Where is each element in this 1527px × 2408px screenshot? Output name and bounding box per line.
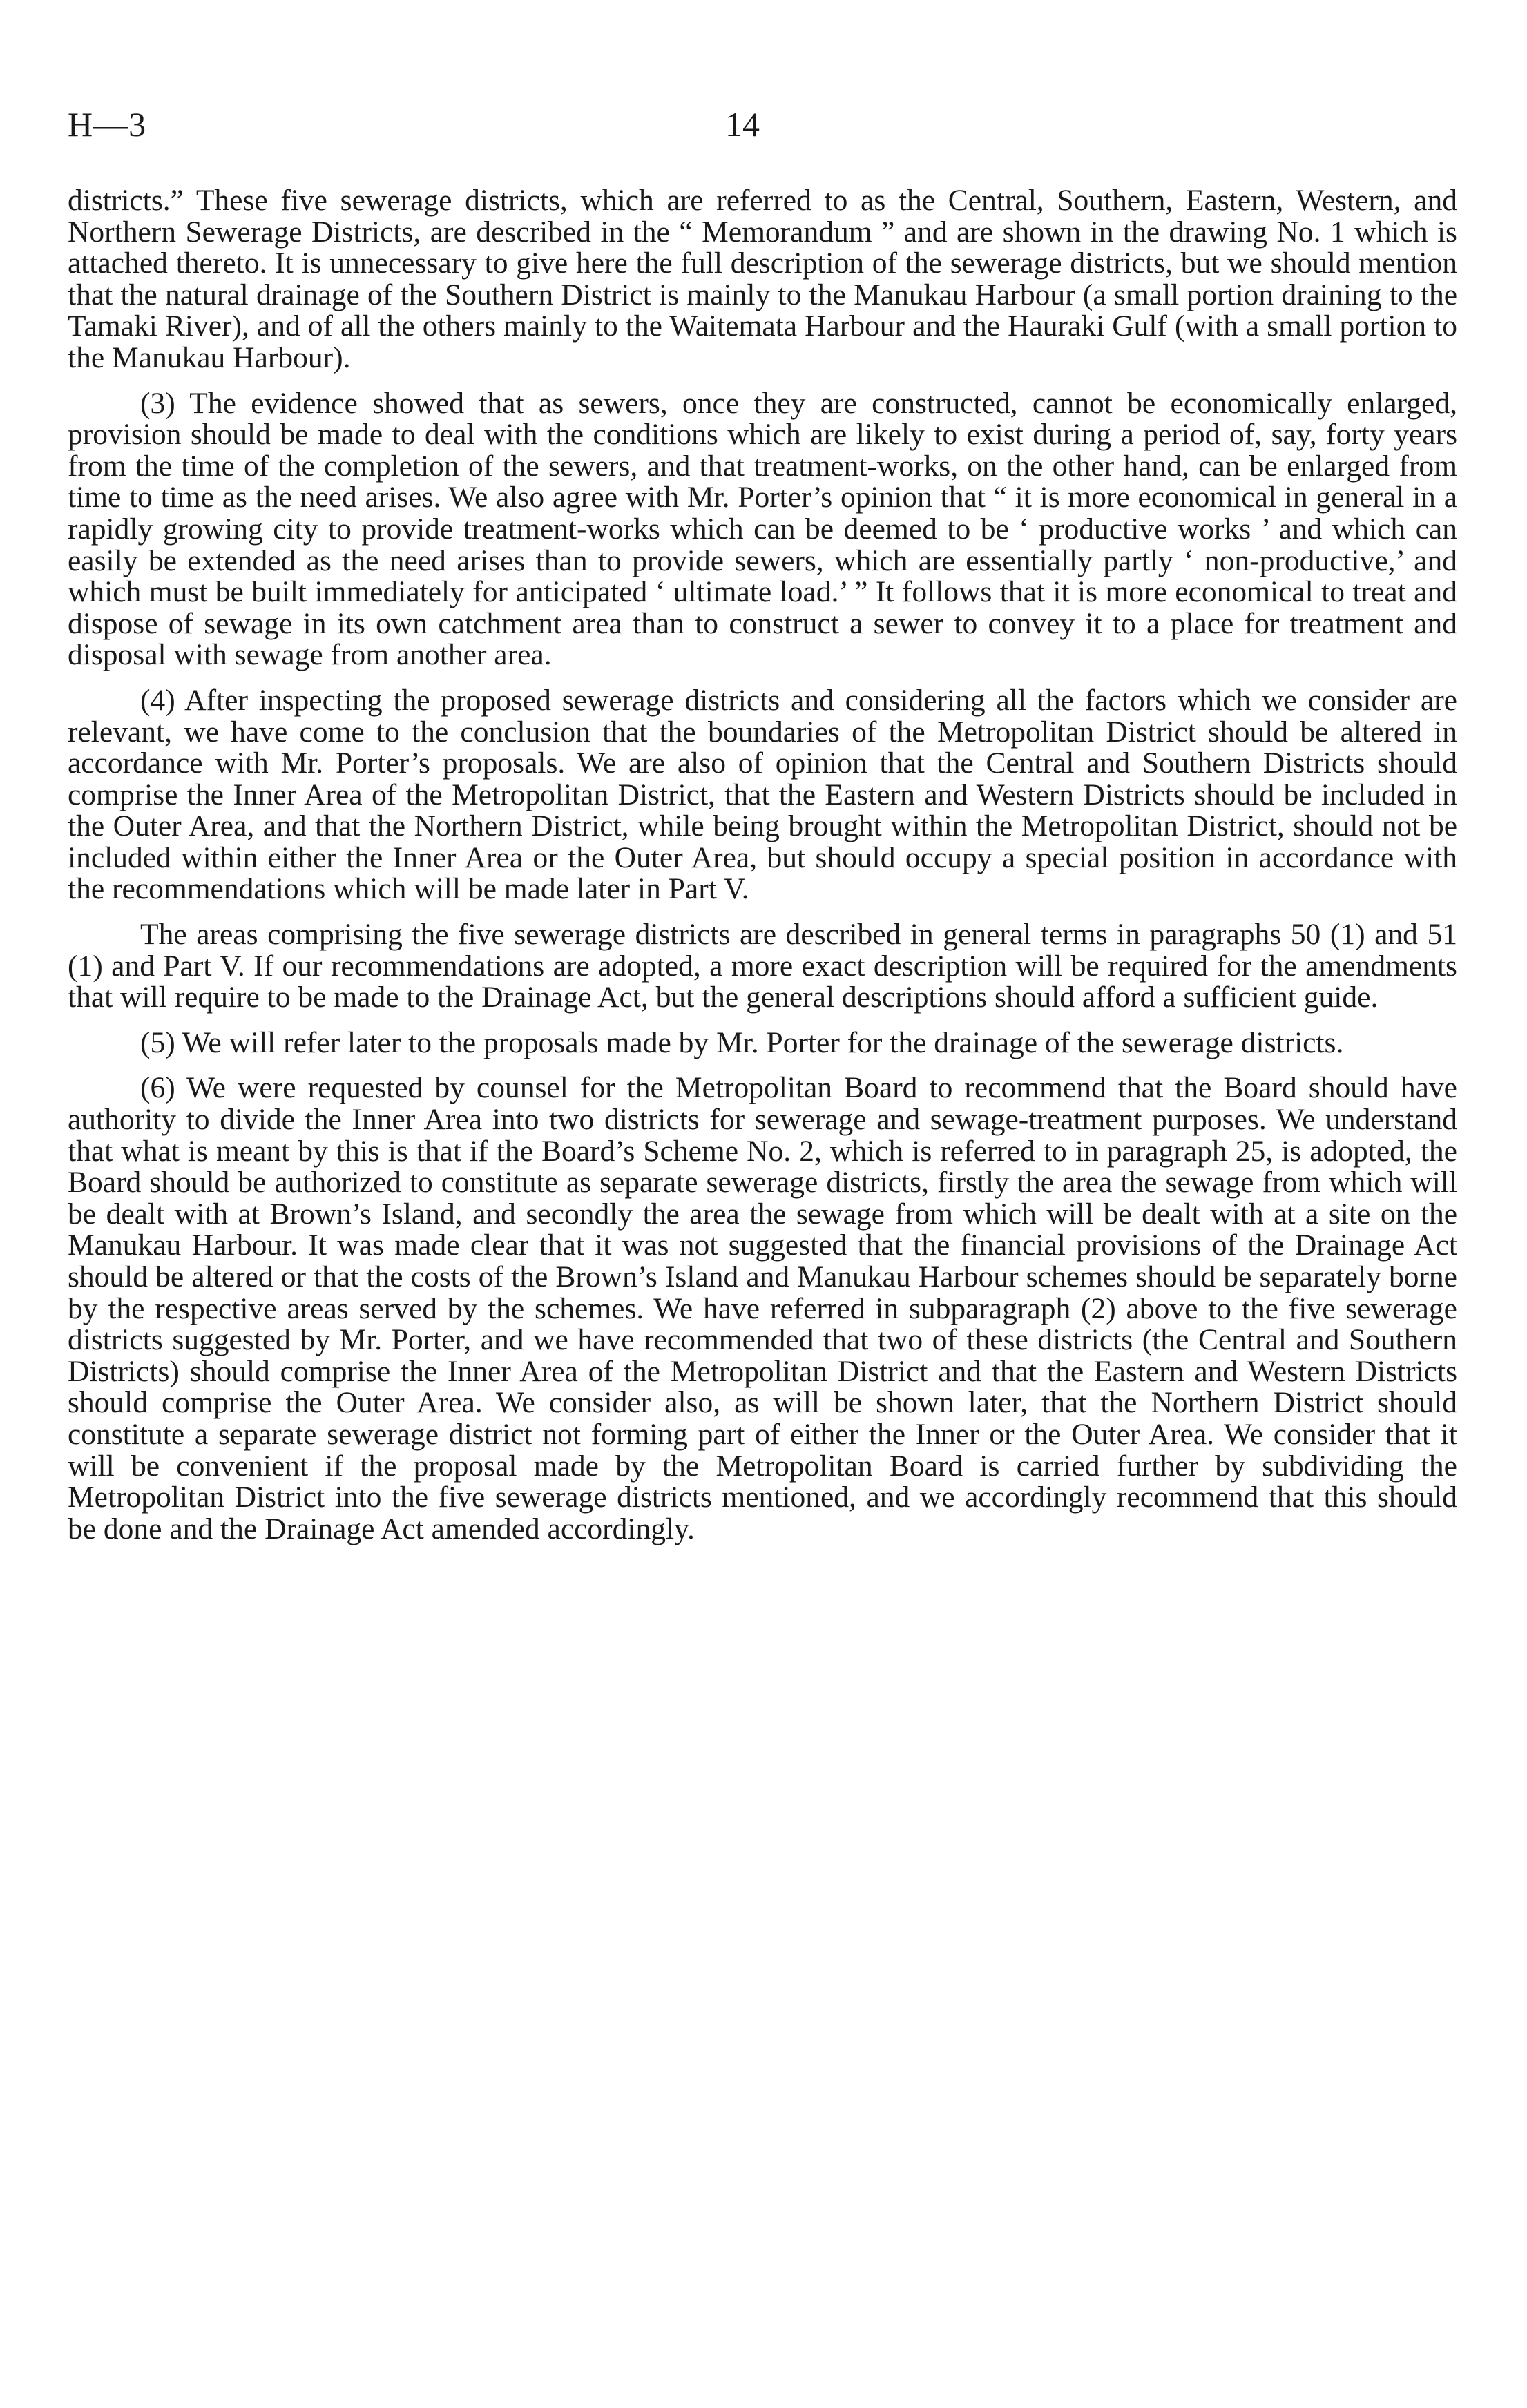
document-reference: H—3 [68,105,147,144]
paragraph-5: (5) We will refer later to the proposals made by Mr. Porter for the drainage of the sewerage districts. [140,1025,1344,1059]
page-number: 14 [725,105,760,144]
paragraph-4-continued: The areas comprising the five sewerage districts are described in general terms in paragraphs 50 (1) and 51 (1) and Part V. If our recommendations are adopted, a more exact description will be required for the amendments that will require to be made to the Drainage Act, but the general descriptions should afford a sufficient guide. [68,918,1457,1014]
paragraph-6: (6) We were requested by counsel for the Metropolitan Board to recommend that the Board should have authority to divide the Inner Area into two districts for sewerage and sewage-treatment purposes. We understand that what is meant by this is that if the Board’s Scheme No. 2, which is referred to in paragraph 25, is adopted, the Board should be authorized to constitute as separate sewerage districts, firstly the area the sewage from which will be dealt with at Brown’s Island, and secondly the area the sewage from which will be dealt with at a site on the Manukau Harbour. It was made clear that it was not suggested that the financial provisions of the Drainage Act should be altered or that the costs of the Brown’s Island and Manukau Harbour schemes should be separately borne by the respective areas served by the schemes. We have referred in subparagraph (2) above to the five sewerage districts suggested by Mr. Porter, and we have recommended that two of these districts (the Central and Southern Districts) should comprise the Inner Area of the Metropolitan District and that the Eastern and Western Districts should comprise the Outer Area. We consider also, as will be shown later, that the Northern District should constitute a separate sewerage district not forming part of either the Inner or the Outer Area. We consider that it will be convenient if the proposal made by the Metropolitan Board is carried further by subdividing the Metropolitan District into the five sewerage districts mentioned, and we accordingly recommend that this should be done and the Drainage Act amended accordingly. [68,1071,1457,1545]
paragraph-3: (3) The evidence showed that as sewers, once they are constructed, cannot be economically enlarged, provision should be made to deal with the conditions which are likely to exist during a period of, say, forty years from the time of the completion of the sewers, and that treatment-works, on the other hand, can be enlarged from time to time as the need arises. We also agree with Mr. Porter’s opinion that “ it is more economical in general in a rapidly growing city to provide treatment-works which can be deemed to be ‘ productive works ’ and which can easily be extended as the need arises than to provide sewers, which are essentially partly ‘ non-productive,’ and which must be built immediately for anticipated ‘ ultimate load.’ ” It follows that it is more economical to treat and dispose of sewage in its own catchment area than to construct a sewer to convey it to a place for treatment and disposal with sewage from another area. [68,386,1457,672]
page-header [68,104,1457,145]
paragraph-continuation: districts.” These five sewerage districts, which are referred to as the Central, Southern, Eastern, Western, and Northern Sewerage Districts, are described in the “ Memorandum ” and are shown in the drawing No. 1 which is attached thereto. It is unnecessary to give here the full description of the sewerage districts, but we should mention that the natural drainage of the Southern District is mainly to the Manukau Harbour (a small portion draining to the Tamaki River), and of all the others mainly to the Waitemata Harbour and the Hauraki Gulf (with a small portion to the Manukau Harbour). [68,184,1457,374]
paragraph-4: (4) After inspecting the proposed sewerage districts and considering all the factors which we consider are relevant, we have come to the conclusion that the boundaries of the Metropolitan District should be altered in accordance with Mr. Porter’s proposals. We are also of opinion that the Central and Southern Districts should comprise the Inner Area of the Metropolitan District, that the Eastern and Western Districts should be included in the Outer Area, and that the Northern District, while being brought within the Metropolitan District, should not be included within either the Inner Area or the Outer Area, but should occupy a special position in accordance with the recommendations which will be made later in Part V. [68,683,1457,906]
body-text [68,185,1457,1559]
